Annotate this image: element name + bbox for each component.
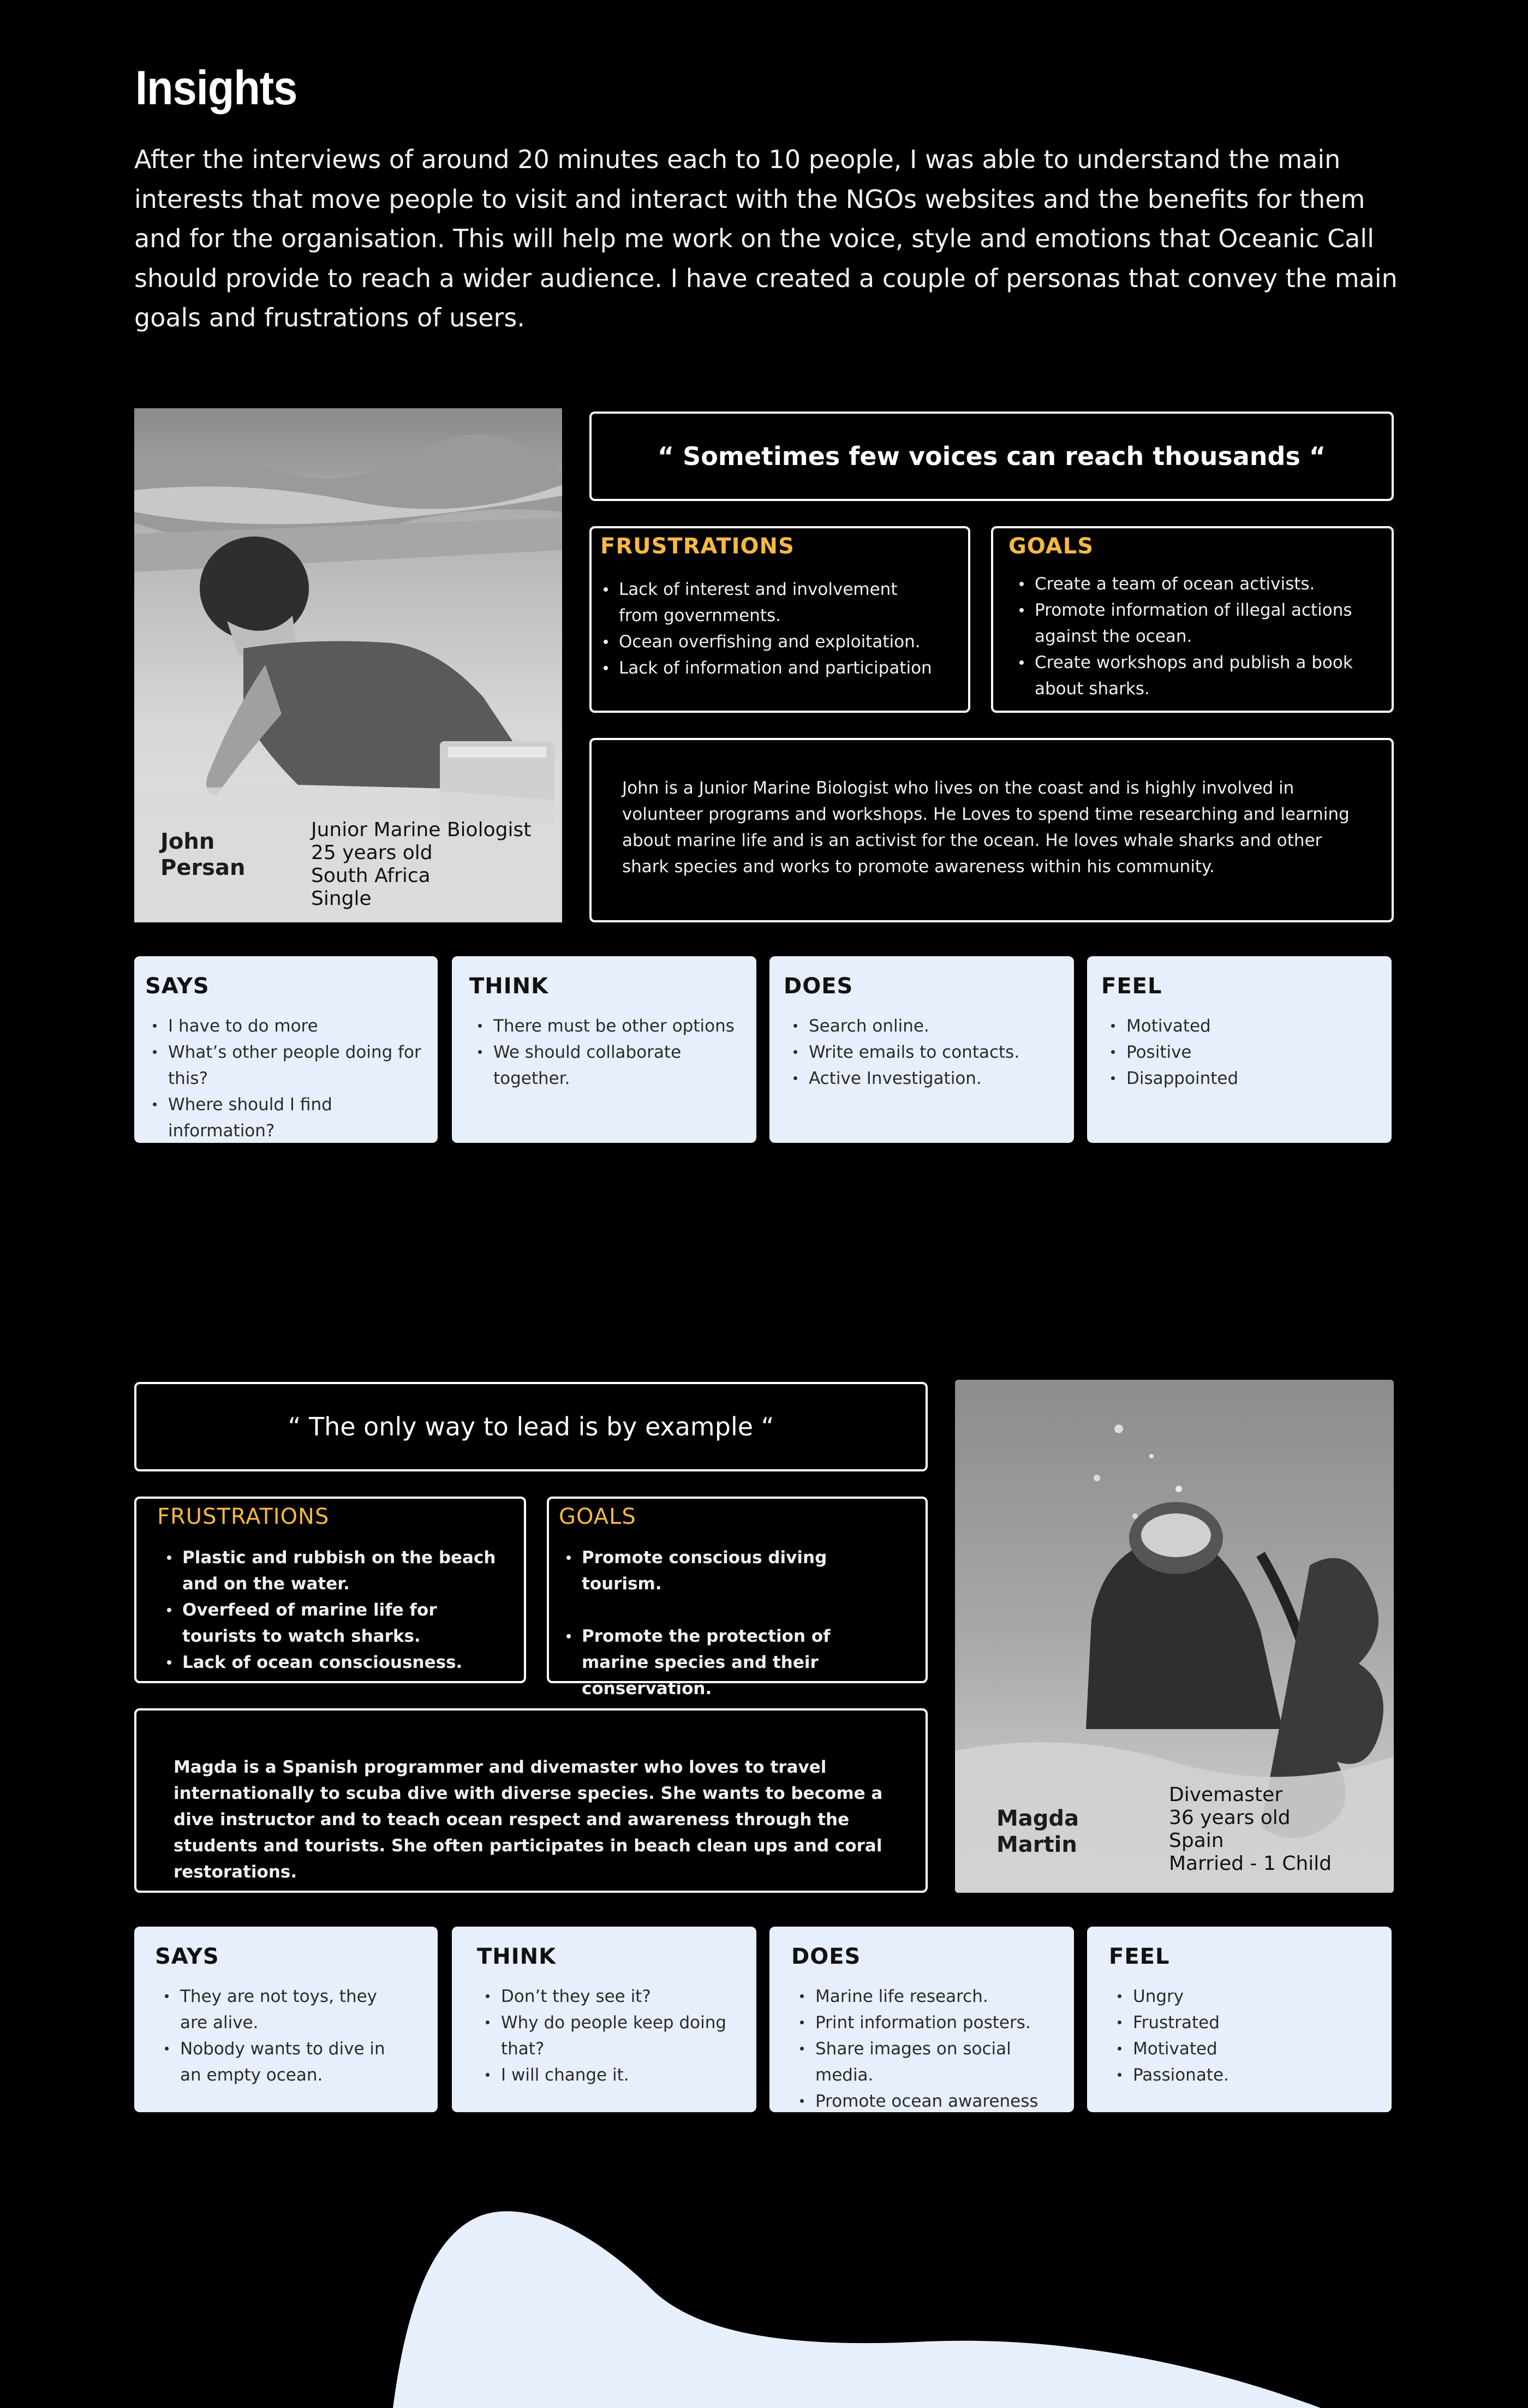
list-item: Promote the protection of marine species and their conservation. <box>564 1623 892 1702</box>
card-list <box>1109 1013 1387 1092</box>
frustrations-box <box>589 526 970 713</box>
card-title: DOES <box>784 974 853 999</box>
card-feel <box>1087 956 1392 1143</box>
persona-bio: John is a Junior Marine Biologist who lives on the coast and is highly involved in volunteer programs and workshops. He Loves to spend time researching and learning about marine life and is an activist for the ocean. He loves whale sharks and other shark species and works to promote awareness within his community. <box>622 778 1350 877</box>
persona-name: Magda Martin <box>996 1806 1079 1857</box>
list-item: Motivated <box>1115 2036 1377 2062</box>
list-item: Plastic and rubbish on the beach and on the water. <box>165 1545 503 1597</box>
card-says <box>134 956 438 1143</box>
persona-photo-magda <box>955 1380 1394 1893</box>
list-item: Create a team of ocean activists. <box>1017 571 1366 597</box>
card-think <box>452 1927 756 2112</box>
card-does <box>769 956 1074 1143</box>
list-item: Marine life research. <box>798 1983 1071 2010</box>
list-item: Nobody wants to dive in an empty ocean. <box>163 2036 408 2088</box>
list-item: Create workshops and publish a book about sharks. <box>1017 649 1366 702</box>
persona-quote: “ Sometimes few voices can reach thousands “ <box>589 412 1394 501</box>
decorative-wave <box>0 2183 1528 2408</box>
card-title: SAYS <box>155 1944 219 1969</box>
persona-photo-john <box>134 408 562 922</box>
list-item: Why do people keep doing that? <box>484 2010 756 2062</box>
list-item: Share images on social media. <box>798 2036 1071 2088</box>
card-list <box>163 1983 408 2088</box>
list-item: They are not toys, they are alive. <box>163 1983 408 2036</box>
goals-list <box>564 1545 892 1702</box>
card-title: SAYS <box>145 974 210 999</box>
card-think <box>452 956 756 1143</box>
card-title: DOES <box>791 1944 861 1969</box>
list-item: Where should I find information? <box>151 1092 429 1144</box>
bio-box <box>589 738 1394 922</box>
list-item: Don’t they see it? <box>484 1983 756 2010</box>
persona-quote: “ The only way to lead is by example “ <box>134 1382 928 1471</box>
card-list <box>791 1013 1070 1092</box>
intro-paragraph: After the interviews of around 20 minutes each to 10 people, I was able to understand the main interests that move people to visit and interact with the NGOs websites and the benefits for them and for the organisation. This will help me work on the voice, style and emotions that Oceanic Call should provide to reach a wider audience. I have created a couple of personas that convey the main goals and frustrations of users. <box>134 145 1398 332</box>
list-item: Passionate. <box>1115 2062 1377 2088</box>
goals-heading: GOALS <box>1008 534 1094 559</box>
list-item: Lack of ocean consciousness. <box>165 1649 503 1676</box>
card-title: THINK <box>477 1944 557 1969</box>
list-item: Motivated <box>1109 1013 1387 1039</box>
card-title: FEEL <box>1101 974 1162 999</box>
list-item: Ocean overfishing and exploitation. <box>601 629 940 655</box>
list-item: Disappointed <box>1109 1065 1387 1092</box>
list-item: Active Investigation. <box>791 1065 1070 1092</box>
card-list <box>151 1013 429 1144</box>
goals-heading: GOALS <box>559 1504 636 1529</box>
card-list <box>798 1983 1071 2114</box>
list-item: We should collaborate together. <box>476 1039 754 1092</box>
card-list <box>476 1013 754 1092</box>
frustrations-heading: FRUSTRATIONS <box>600 534 795 559</box>
card-list <box>484 1983 756 2088</box>
persona-details: Divemaster 36 years old Spain Married - 1 Child <box>1169 1784 1332 1875</box>
card-feel <box>1087 1927 1392 2112</box>
list-item: Ungry <box>1115 1983 1377 2010</box>
frustrations-list <box>601 576 940 681</box>
list-item: Lack of information and participation <box>601 655 940 681</box>
list-item: I will change it. <box>484 2062 756 2088</box>
list-item: Lack of interest and involvement from governments. <box>601 576 940 629</box>
persona-name: John Persan <box>160 829 246 880</box>
list-item: Promote information of illegal actions against the ocean. <box>1017 597 1366 649</box>
frustrations-list <box>165 1545 503 1676</box>
card-says <box>134 1927 438 2112</box>
frustrations-heading: FRUSTRATIONS <box>157 1504 330 1529</box>
list-item: Print information posters. <box>798 2010 1071 2036</box>
list-item: There must be other options <box>476 1013 754 1039</box>
card-title: FEEL <box>1109 1944 1170 1969</box>
card-does <box>769 1927 1074 2112</box>
persona-bio: Magda is a Spanish programmer and divemaster who loves to travel internationally to scuba dive with diverse species. She wants to become a dive instructor and to teach ocean respect and awareness through the students and tourists. She often participates in beach clean ups and coral restorations. <box>174 1757 883 1882</box>
list-item: Promote conscious diving tourism. <box>564 1545 892 1597</box>
list-item: Overfeed of marine life for tourists to watch sharks. <box>165 1597 503 1649</box>
persona-details: Junior Marine Biologist 25 years old South Africa Single <box>311 819 532 910</box>
list-item: Search online. <box>791 1013 1070 1039</box>
list-item: Frustrated <box>1115 2010 1377 2036</box>
list-item: Positive <box>1109 1039 1387 1065</box>
goals-box <box>991 526 1394 713</box>
list-item: Promote ocean awareness <box>798 2088 1071 2114</box>
list-item: I have to do more <box>151 1013 429 1039</box>
card-title: THINK <box>469 974 549 999</box>
list-item: What’s other people doing for this? <box>151 1039 429 1092</box>
page-title: Insights <box>135 61 297 115</box>
goals-box <box>547 1497 928 1698</box>
card-list <box>1115 1983 1377 2088</box>
goals-list <box>1017 571 1366 702</box>
bio-box <box>134 1708 928 1893</box>
frustrations-box <box>134 1497 526 1683</box>
list-item: Write emails to contacts. <box>791 1039 1070 1065</box>
